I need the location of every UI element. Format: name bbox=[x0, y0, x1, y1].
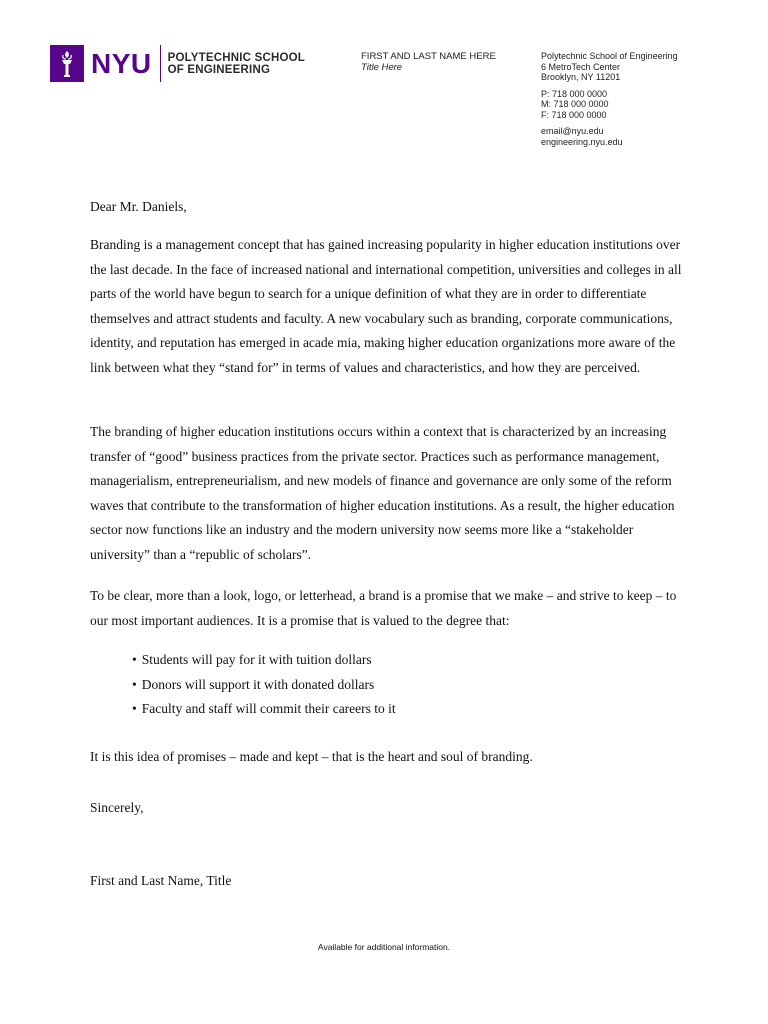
torch-icon bbox=[50, 45, 84, 82]
paragraph-2: The branding of higher education institutions occurs within a context that is characterized by an increasing transfer of “good” business practices from the private sector. Practices such as performance management, managerialism, entrepreneurialism, and new models of finance and governance are only some of the reform waves that contribute to the transformation of higher education institutions. As a result, the higher education sector now functions like an industry and the modern university now seems more like a “stakeholder university” than a “republic of scholars”. bbox=[90, 424, 675, 562]
school-name-line2: OF ENGINEERING bbox=[167, 63, 271, 76]
contact-block bbox=[541, 51, 678, 147]
sender-title: Title Here bbox=[361, 62, 403, 73]
school-name bbox=[168, 52, 305, 76]
logo-wordmark: NYU bbox=[91, 48, 152, 79]
contact-address2: Brooklyn, NY 11201 bbox=[541, 72, 621, 82]
nyu-logo bbox=[50, 45, 305, 82]
salutation: Dear Mr. Daniels, bbox=[90, 199, 187, 214]
logo-divider bbox=[160, 45, 161, 82]
closing: Sincerely, bbox=[90, 800, 144, 815]
contact-org: Polytechnic School of Engineering bbox=[541, 51, 678, 61]
contact-mobile: M: 718 000 0000 bbox=[541, 99, 609, 109]
sender-block bbox=[361, 51, 496, 73]
bullet-item: • Donors will support it with donated dollars bbox=[132, 673, 396, 698]
school-name-line1: POLYTECHNIC SCHOOL bbox=[167, 51, 305, 64]
contact-fax: F: 718 000 0000 bbox=[541, 109, 607, 120]
bullet-list bbox=[132, 648, 396, 722]
bullet-item: • Faculty and staff will commit their careers to it bbox=[132, 697, 396, 722]
footer-note: Available for additional information. bbox=[317, 942, 451, 952]
contact-phone: P: 718 000 0000 bbox=[541, 88, 608, 99]
contact-website[interactable]: engineering.nyu.edu bbox=[541, 136, 623, 147]
contact-email[interactable]: email@nyu.edu bbox=[541, 126, 604, 136]
paragraph-4: It is this idea of promises – made and kept – that is the heart and soul of branding. bbox=[90, 749, 533, 764]
contact-address1: 6 MetroTech Center bbox=[541, 61, 621, 72]
paragraph-3: To be clear, more than a look, logo, or letterhead, a brand is a promise that we make – and strive to keep – to our most important audiences. It is a promise that is valued to the degree that: bbox=[90, 588, 677, 628]
sender-name: FIRST AND LAST NAME HERE bbox=[361, 51, 496, 62]
bullet-item: • Students will pay for it with tuition dollars bbox=[132, 648, 396, 673]
signature: First and Last Name, Title bbox=[90, 873, 232, 888]
paragraph-1: Branding is a management concept that has gained increasing popularity in higher education institutions over the last decade. In the face of increased national and international competition, universities and colleges in all parts of the world have begun to search for a unique definition of what they are in order to differentiate themselves and attract students and faculty. A new vocabulary such as branding, corporate communications, identity, and reputation has emerged in acade mia, making higher education organizations more aware of the link between what they “stand for” in terms of values and characteristics, and how they are perceived. bbox=[90, 237, 682, 375]
